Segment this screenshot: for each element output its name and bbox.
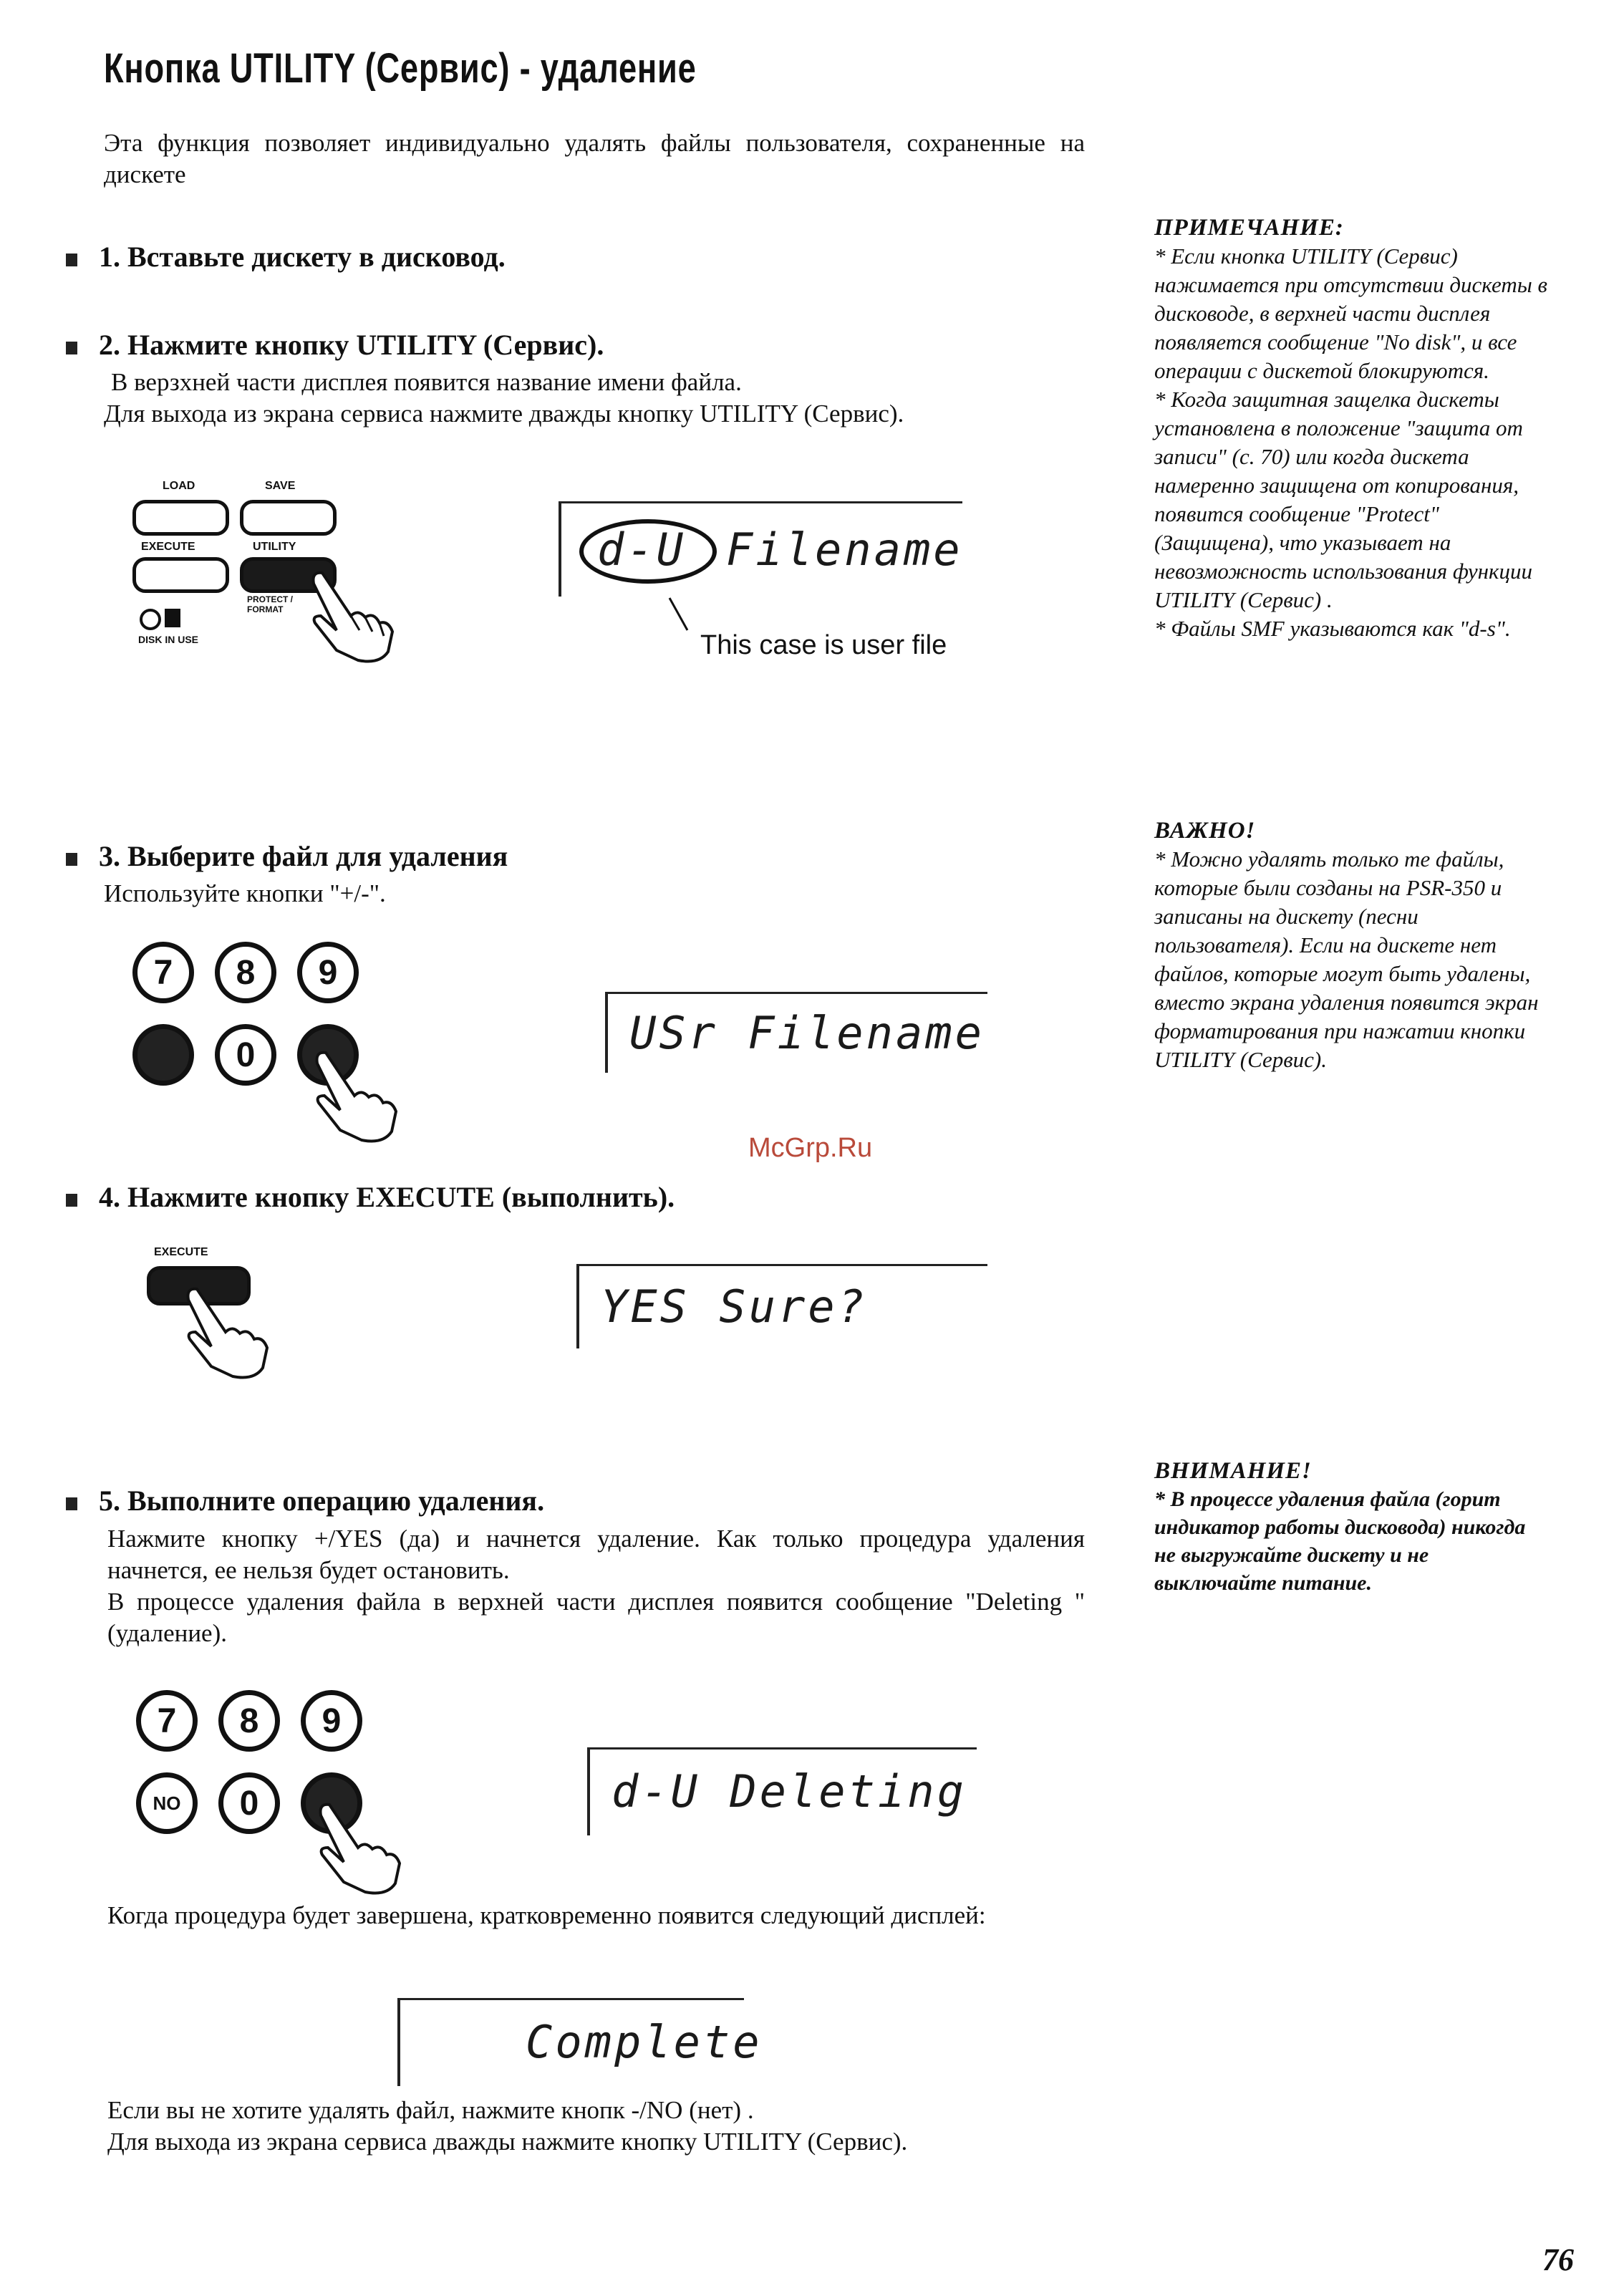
final-text-1: Если вы не хотите удалять файл, нажмите кнопк -/NO (нет) . <box>107 2096 754 2124</box>
important-heading: ВАЖНО! <box>1154 818 1256 844</box>
display-caption: This case is user file <box>700 630 947 660</box>
pointing-hand-icon <box>315 1046 401 1146</box>
load-button[interactable] <box>132 500 229 536</box>
step-2-text-1: В верзхней части дисплея появится название имени файла. <box>111 368 742 396</box>
key-7[interactable]: 7 <box>132 942 194 1003</box>
bullet-icon <box>66 1497 77 1510</box>
key-0[interactable]: 0 <box>215 1024 276 1086</box>
display-user-filename <box>605 992 987 1073</box>
display-prefix: d-U <box>597 523 686 576</box>
execute-button[interactable] <box>132 557 229 593</box>
step-5-text-1: Нажмите кнопку +/YES (да) и начнется удаление. Как только процедура удаления начнется, ее нельзя будет остановить. <box>107 1525 1085 1584</box>
display-text: YES Sure? <box>601 1280 867 1333</box>
important-paragraph: * Можно удалять только те файлы, которые были созданы на PSR-350 и записаны на дискету (песни пользователя). Если на дискете нет файлов, которые могут быть удалены, вместо экрана удаления появится экран форматирования при нажатии кнопки UTILITY (Сервис). <box>1154 846 1539 1072</box>
page-title: Кнопка UTILITY (Сервис) - удаление <box>104 45 697 92</box>
load-label: LOAD <box>163 480 195 492</box>
display-text: USr Filename <box>629 1007 985 1059</box>
intro-text: Эта функция позволяет индивидуально удалять файлы пользователя, сохраненные на дискете <box>104 129 1085 188</box>
attention-heading: ВНИМАНИЕ! <box>1154 1458 1312 1484</box>
display-deleting <box>587 1747 977 1835</box>
pointing-hand-icon <box>319 1797 405 1898</box>
key-8[interactable]: 8 <box>218 1690 280 1752</box>
execute-label: EXECUTE <box>154 1246 208 1258</box>
bullet-icon <box>66 254 77 266</box>
step-3-heading: 3. Выберите файл для удаления <box>66 839 508 873</box>
note-paragraph-3: * Файлы SMF указываются как "d-s". <box>1154 616 1511 641</box>
disk-panel-illustration <box>125 480 412 666</box>
important-box <box>1154 816 1552 1074</box>
bullet-icon <box>66 853 77 866</box>
save-button[interactable] <box>240 500 337 536</box>
save-label: SAVE <box>265 480 296 492</box>
disk-in-use-label: DISK IN USE <box>138 634 199 645</box>
display-yes-sure <box>576 1264 987 1348</box>
key-9[interactable]: 9 <box>297 942 359 1003</box>
bullet-icon <box>66 342 77 354</box>
step-4-heading: 4. Нажмите кнопку EXECUTE (выполнить). <box>66 1180 675 1214</box>
key-7[interactable]: 7 <box>136 1690 198 1752</box>
execute-label: EXECUTE <box>141 541 195 553</box>
key-no[interactable]: NO <box>136 1772 198 1834</box>
watermark: McGrp.Ru <box>748 1133 873 1163</box>
display-text: d-U Deleting <box>612 1765 967 1818</box>
after-text: Когда процедура будет завершена, кратковременно появится следующий дисплей: <box>107 1901 986 1929</box>
protect-format-label: PROTECT / FORMAT <box>247 594 294 614</box>
display-filename-text: Filename <box>726 523 963 576</box>
step-1-heading: 1. Вставьте дискету в дисковод. <box>66 240 506 274</box>
bullet-icon <box>66 1194 77 1207</box>
note-box <box>1154 213 1552 643</box>
step-5-text-2: В процессе удаления файла в верхней части дисплея появится сообщение "Deleting " (удаление). <box>107 1588 1085 1647</box>
attention-paragraph: * В процессе удаления файла (горит индикатор работы дисковода) никогда не выгружайте дискету и не выключайте питание. <box>1154 1487 1526 1595</box>
attention-box <box>1154 1457 1552 1597</box>
display-filename <box>559 501 962 597</box>
pointing-hand-icon <box>308 566 401 666</box>
note-paragraph-2: * Когда защитная защелка дискеты установлена в положение "защита от записи" (с. 70) или когда дискета намеренно защищена от копирования, появится сообщение "Protect" (Защищена), что указывает на невозможность использования функции UTILITY (Сервис) . <box>1154 387 1533 612</box>
disk-lamp-icon <box>140 609 161 630</box>
step-3-text: Используйте кнопки "+/-". <box>104 879 386 907</box>
keypad-illustration-1 <box>132 942 390 1142</box>
final-text-2: Для выхода из экрана сервиса дважды нажмите кнопку UTILITY (Сервис). <box>107 2128 908 2156</box>
execute-illustration <box>147 1246 290 1382</box>
pointer-line <box>666 594 695 637</box>
key-8[interactable]: 8 <box>215 942 276 1003</box>
step-2-text-2: Для выхода из экрана сервиса нажмите дважды кнопку UTILITY (Сервис). <box>104 400 904 428</box>
disk-icon <box>165 609 180 627</box>
display-complete <box>397 1998 763 2086</box>
pointing-hand-icon <box>183 1282 276 1382</box>
key-9[interactable]: 9 <box>301 1690 362 1752</box>
note-heading: ПРИМЕЧАНИЕ: <box>1154 215 1344 241</box>
note-paragraph-1: * Если кнопка UTILITY (Сервис) нажимается при отсутствии дискеты в дисководе, в верхней части дисплея появляется сообщение "No disk", и все операции с дискетой блокируются. <box>1154 243 1547 383</box>
key-minus-no[interactable] <box>132 1024 194 1086</box>
step-5-heading: 5. Выполните операцию удаления. <box>66 1484 544 1517</box>
page-number: 76 <box>1542 2242 1574 2277</box>
keypad-illustration-2 <box>136 1690 394 1905</box>
step-2-heading: 2. Нажмите кнопку UTILITY (Сервис). <box>66 328 604 362</box>
display-text: Complete <box>526 2016 763 2068</box>
utility-label: UTILITY <box>253 541 296 553</box>
key-0[interactable]: 0 <box>218 1772 280 1834</box>
